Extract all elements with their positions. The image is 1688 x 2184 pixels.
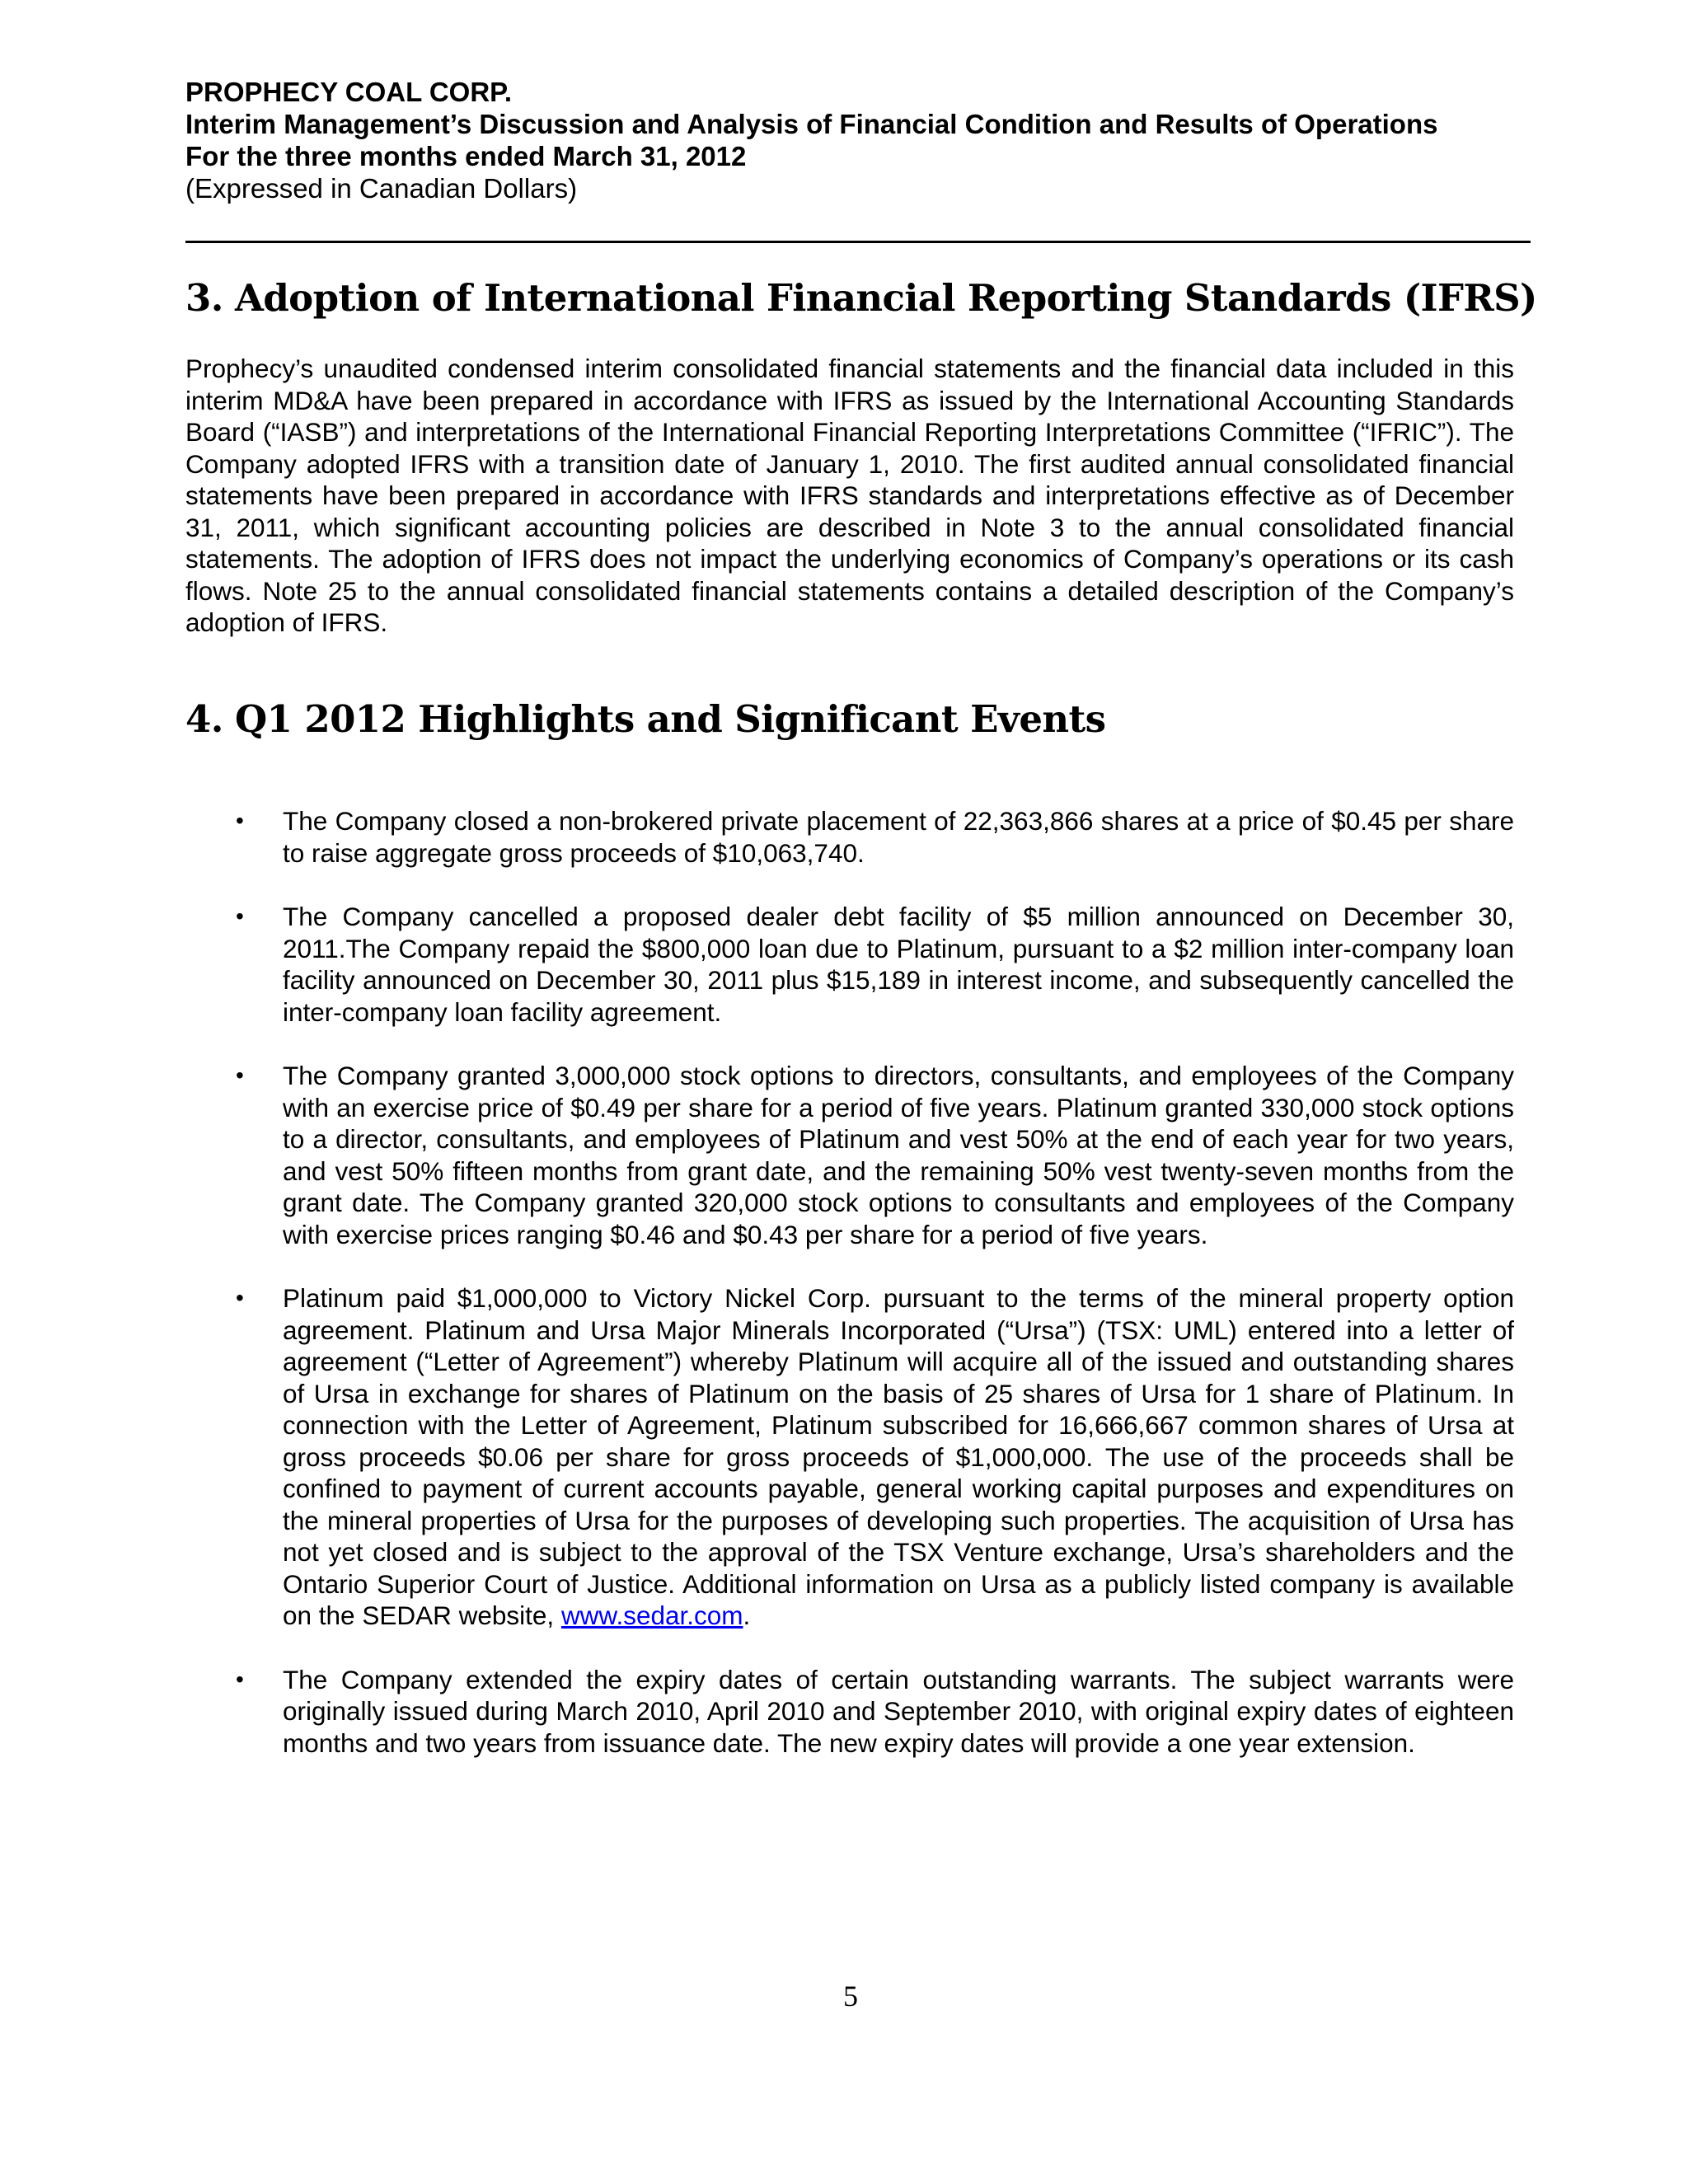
report-period: For the three months ended March 31, 2012 <box>185 141 747 171</box>
section-4-title: Q1 2012 Highlights and Significant Events <box>235 697 1106 741</box>
bullet-icon: • <box>236 1062 244 1088</box>
section-4-number: 4. <box>185 697 223 741</box>
link-suffix: . <box>743 1601 751 1630</box>
bullet-icon: • <box>236 808 244 833</box>
list-item <box>185 1282 1514 1632</box>
sedar-link[interactable]: www.sedar.com <box>560 1601 743 1630</box>
list-item <box>185 805 1514 869</box>
document-header <box>185 76 1529 204</box>
section-3-paragraph: Prophecy’s unaudited condensed interim consolidated financial statements and the financial data included in this interim MD&A have been prepared in accordance with IFRS as issued by the International Accounting Standards Board (“IASB”) and interpretations of the International Financial Reporting Interpretations Committee (“IFRIC”). The Company adopted IFRS with a transition date of January 1, 2010. The first audited annual consolidated financial statements have been prepared in accordance with IFRS standards and interpretations effective as of December 31, 2011, which significant accounting policies are described in Note 3 to the annual consolidated financial statements. The adoption of IFRS does not impact the underlying economics of Company’s operations or its cash flows. Note 25 to the annual consolidated financial statements contains a detailed description of the Company’s adoption of IFRS. <box>185 354 1514 637</box>
bullet-icon: • <box>236 1666 244 1692</box>
header-divider <box>185 241 1531 243</box>
currency-note: (Expressed in Canadian Dollars) <box>185 173 578 204</box>
list-item-text: The Company granted 3,000,000 stock options to directors, consultants, and employees of the Company with an exercise price of $0.49 per share for a period of five years. Platinum granted 330,000 stock options to a director, consultants, and employees of Platinum and vest 50% at the end of each year for two years, and vest 50% fifteen months from grant date, and the remaining 50% vest twenty-seven months from the grant date. The Company granted 320,000 stock options to consultants and employees of the Company with exercise prices ranging $0.46 and $0.43 per share for a period of five years. <box>283 1061 1514 1249</box>
section-4-heading <box>185 696 1105 743</box>
list-item-text: Platinum paid $1,000,000 to Victory Nickel Corp. pursuant to the terms of the mineral property option agreement. Platinum and Ursa Major Minerals Incorporated (“Ursa”) (TSX: UML) entered into a letter of agreement (“Letter of Agreement”) whereby Platinum will acquire all of the issued and outstanding shares of Ursa in exchange for shares of Platinum on the basis of 25 shares of Ursa for 1 share of Platinum. In connection with the Letter of Agreement, Platinum subscribed for 16,666,667 common shares of Ursa at gross proceeds $0.06 per share for gross proceeds of $1,000,000. The use of the proceeds shall be confined to payment of current accounts payable, general working capital purposes and expenditures on the mineral properties of Ursa for the purposes of developing such properties. The acquisition of Ursa has not yet closed and is subject to the approval of the TSX Venture exchange, Ursa’s shareholders and the Ontario Superior Court of Justice. Additional information on Ursa as a publicly listed company is available on the SEDAR website, <box>283 1283 1514 1630</box>
company-name: PROPHECY COAL CORP. <box>185 77 513 107</box>
list-item <box>185 1664 1514 1760</box>
section-3-title: Adoption of International Financial Reporting Standards (IFRS) <box>235 276 1537 320</box>
bullet-icon: • <box>236 1285 244 1310</box>
section-3-heading <box>185 275 1537 321</box>
highlights-list <box>185 805 1514 1791</box>
list-item-text: The Company extended the expiry dates of certain outstanding warrants. The subject warrants were originally issued during March 2010, April 2010 and September 2010, with original expiry dates of eighteen months and two years from issuance date. The new expiry dates will provide a one year extension. <box>283 1664 1514 1758</box>
list-item <box>185 901 1514 1028</box>
report-title: Interim Management’s Discussion and Analysis of Financial Condition and Results of Operations <box>185 109 1438 139</box>
section-3-number: 3. <box>185 276 223 320</box>
bullet-icon: • <box>236 903 244 929</box>
list-item <box>185 1060 1514 1250</box>
page-number: 5 <box>843 1980 858 2013</box>
list-item-text: The Company cancelled a proposed dealer debt facility of $5 million announced on December 30, 2011.The Company repaid the $800,000 loan due to Platinum, pursuant to a $2 million inter-company loan facility announced on December 30, 2011 plus $15,189 in interest income, and subsequently cancelled the inter-company loan facility agreement. <box>283 902 1514 1027</box>
list-item-text: The Company closed a non-brokered private placement of 22,363,866 shares at a price of $0.45 per share to raise aggregate gross proceeds of $10,063,740. <box>283 806 1514 868</box>
